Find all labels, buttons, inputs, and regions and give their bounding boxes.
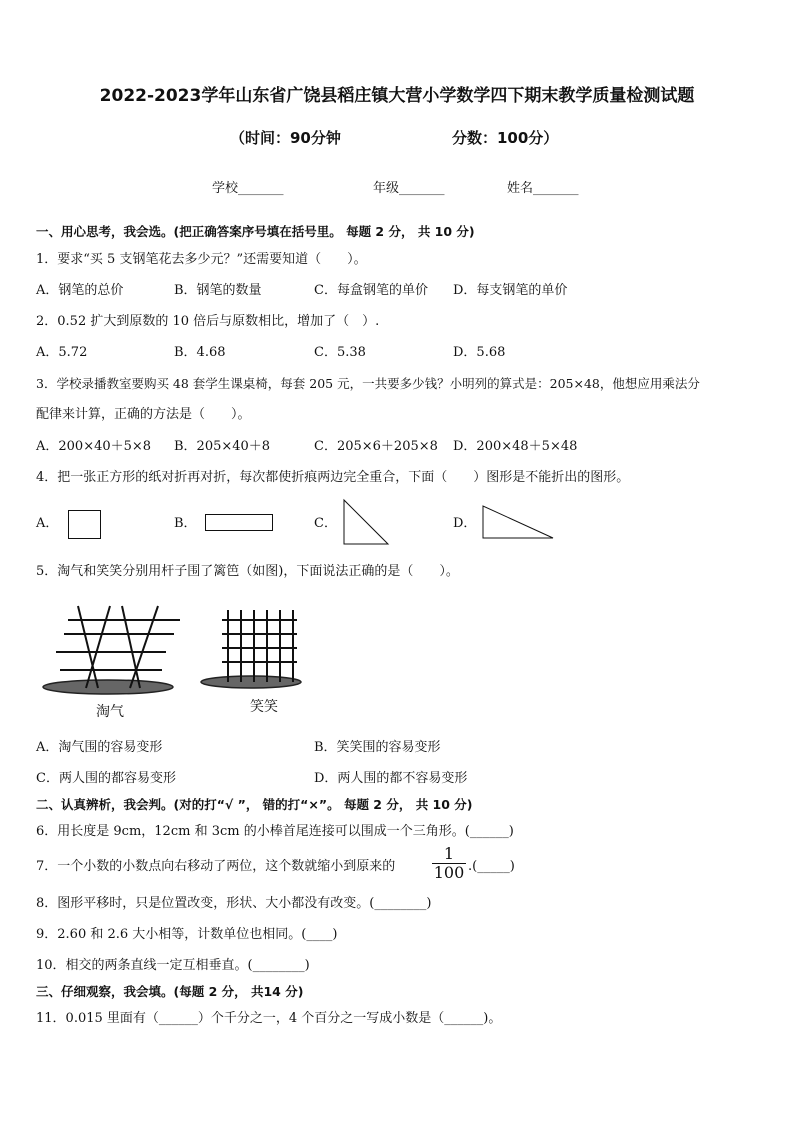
q1-option-d: D．每支钢笔的单价 [453, 283, 568, 298]
q5-option-c: C．两人围的都容易变形 [36, 771, 176, 786]
question-3-line-1: 3．学校录播教室要购买 48 套学生课桌椅，每套 205 元，一共要多少钱？小明列的算式是：205×48，他想应用乘法分 [36, 376, 700, 391]
q7-fraction [432, 845, 466, 882]
question-9: 9．2.60 和 2.6 大小相等，计数单位也相同。(____) [36, 927, 338, 942]
grade-field: 年级_______ [373, 181, 445, 196]
question-10: 10．相交的两条直线一定互相垂直。(________) [36, 958, 310, 973]
section-3-heading: 三、仔细观察，我会填。(每题 2 分， 共14 分) [36, 984, 304, 999]
q3-option-a: A．200×40＋5×8 [36, 439, 152, 454]
q2-option-d: D．5.68 [453, 345, 506, 360]
q4-option-c: C． [314, 516, 337, 531]
q4-option-d: D． [453, 516, 477, 531]
question-1: 1．要求“买 5 支钢笔花去多少元？”还需要知道（ ）。 [36, 252, 367, 267]
q7-fraction-denominator: 100 [433, 863, 465, 882]
q1-option-b: B．钢笔的数量 [174, 283, 262, 298]
q1-option-a: A．钢笔的总价 [36, 283, 124, 298]
exam-time: （时间：90分钟 [230, 129, 341, 147]
question-2: 2．0.52 扩大到原数的 10 倍后与原数相比，增加了（ ）. [36, 314, 380, 329]
q5-option-a: A．淘气围的容易变形 [36, 740, 163, 755]
question-7-blank: .(_____) [468, 859, 515, 874]
q4-square-shape [68, 510, 102, 540]
q4-option-b: B． [174, 516, 197, 531]
q2-option-a: A．5.72 [36, 345, 88, 360]
school-field: 学校_______ [212, 181, 284, 196]
section-2-heading: 二、认真辨析，我会判。(对的打“√ ”， 错的打“×”。 每题 2 分， 共 10 分) [36, 797, 473, 812]
q4-rectangle-shape [205, 514, 275, 532]
q3-option-b: B．205×40＋8 [174, 439, 271, 454]
xiaoxiao-fence-figure [200, 608, 310, 694]
q2-option-c: C．5.38 [314, 345, 366, 360]
question-6: 6．用长度是 9cm，12cm 和 3cm 的小棒首尾连接可以围成一个三角形。(______) [36, 824, 514, 839]
taoqi-label: 淘气 [96, 704, 124, 720]
section-1-heading: 一、用心思考，我会选。(把正确答案序号填在括号里。 每题 2 分， 共 10 分) [36, 224, 475, 239]
q7-fraction-numerator: 1 [432, 845, 466, 864]
question-8: 8．图形平移时，只是位置改变，形状、大小都没有改变。(________) [36, 896, 432, 911]
q5-option-d: D．两人围的都不容易变形 [314, 771, 468, 786]
question-7-text: 7．一个小数的小数点向右移动了两位，这个数就缩小到原来的 [36, 859, 396, 874]
q1-option-c: C．每盒钢笔的单价 [314, 283, 428, 298]
xiaoxiao-label: 笑笑 [250, 699, 278, 715]
question-4: 4．把一张正方形的纸对折再对折，每次都使折痕两边完全重合，下面（ ）图形是不能折出的图形。 [36, 470, 630, 485]
q3-option-d: D．200×48＋5×48 [453, 439, 578, 454]
question-5: 5．淘气和笑笑分别用杆子围了篱笆（如图)，下面说法正确的是（ ）。 [36, 564, 459, 579]
q4-isosceles-right-triangle-shape [343, 499, 391, 547]
exam-score: 分数：100分） [452, 129, 559, 147]
q3-option-c: C．205×6＋205×8 [314, 439, 438, 454]
name-field: 姓名_______ [507, 181, 579, 196]
exam-title: 2022-2023学年山东省广饶县稻庄镇大营小学数学四下期末教学质量检测试题 [99, 86, 695, 106]
q2-option-b: B．4.68 [174, 345, 226, 360]
q4-option-a: A． [36, 516, 59, 531]
taoqi-fence-figure [40, 604, 180, 704]
q5-option-b: B．笑笑围的容易变形 [314, 740, 441, 755]
question-3-line-2: 配律来计算，正确的方法是（ ）。 [36, 407, 251, 422]
question-11: 11．0.015 里面有（______）个千分之一，4 个百分之一写成小数是（______)。 [36, 1011, 502, 1026]
q4-right-triangle-shape [482, 505, 556, 541]
